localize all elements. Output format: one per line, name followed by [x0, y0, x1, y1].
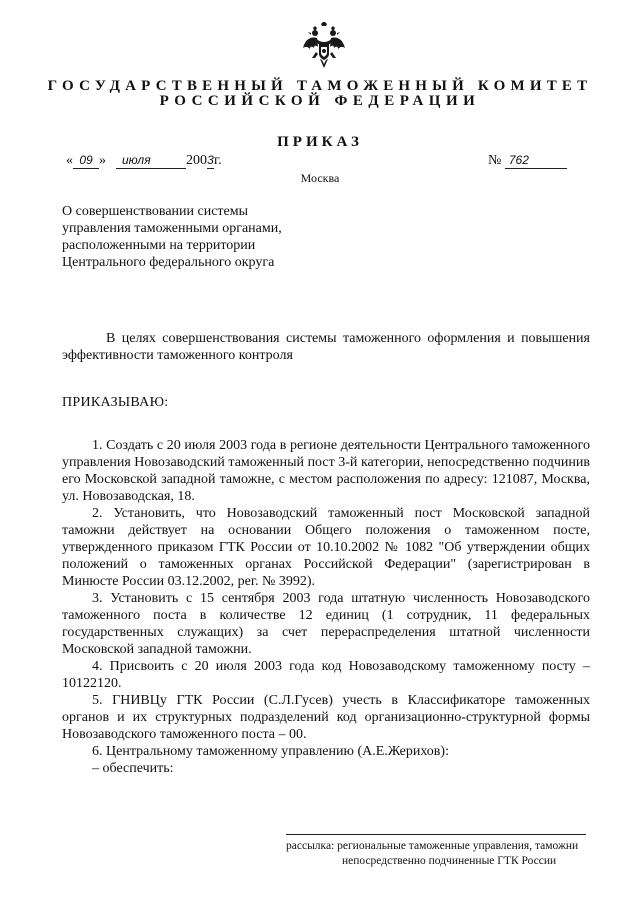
subject-line: управления таможенными органами,	[62, 221, 282, 236]
order-number	[488, 153, 567, 169]
order-number-value: 762	[505, 153, 567, 169]
decree-word: ПРИКАЗЫВАЮ:	[62, 395, 169, 410]
subject-line: О совершенствовании системы	[62, 204, 249, 219]
order-month: июля	[116, 153, 186, 169]
double-headed-eagle-icon	[302, 22, 346, 70]
order-item: – обеспечить:	[92, 761, 174, 776]
order-item: 2. Установить, что Новозаводский таможенный пост Московской западной таможни действует на основании Общего положения о таможенном посте, утвержденного приказом ГТК России от 10.10.2002 № 1082 "Об утверждении общих положений о таможенных органах Российской Федерации" (зарегистрирован в Минюсте России 03.12.2002, рег. № 3992).	[62, 506, 590, 589]
order-year-suffix: г.	[214, 153, 222, 168]
order-number-label: №	[488, 153, 502, 168]
preamble: В целях совершенствования системы таможенного оформления и повышения эффективности таможенного контроля	[62, 331, 590, 363]
order-subject	[62, 203, 282, 271]
order-year-digit: 3	[207, 153, 214, 167]
order-city: Москва	[300, 171, 340, 185]
agency-name-line1: ГОСУДАРСТВЕННЫЙ ТАМОЖЕННЫЙ КОМИТЕТ	[47, 78, 593, 94]
subject-line: расположенными на территории	[62, 238, 256, 253]
agency-name-line2: РОССИЙСКОЙ ФЕДЕРАЦИИ	[159, 93, 481, 109]
order-item: 1. Создать с 20 июля 2003 года в регионе деятельности Центрального таможенного управления Новозаводский таможенный пост 3-й категории, непосредственно подчинив его Московской западной таможне, с местом расположения по адресу: 121087, Москва, ул. Новозаводская, 18.	[62, 438, 590, 504]
order-year-prefix: 200	[186, 153, 207, 168]
order-item: 4. Присвоить с 20 июля 2003 года код Новозаводскому таможенному посту – 10122120.	[62, 659, 590, 691]
order-item: 6. Центральному таможенному управлению (А.Е.Жерихов):	[92, 744, 449, 759]
distribution-note	[286, 834, 586, 869]
distribution-line: рассылка: региональные таможенные управления, таможни	[286, 840, 579, 852]
order-item: 3. Установить с 15 сентября 2003 года штатную численность Новозаводского таможенного поста в количестве 12 единиц (1 сотрудник, 11 федеральных государственных служащих) за счет перераспределения штатной численности Московской западной таможни.	[62, 591, 590, 657]
document-title: ПРИКАЗ	[277, 134, 363, 150]
order-items	[62, 437, 590, 777]
distribution-line: непосредственно подчиненные ГТК России	[342, 855, 557, 867]
order-item: 5. ГНИВЦу ГТК России (С.Л.Гусев) учесть в Классификаторе таможенных органов и их структурных подразделений код организационно-структурной формы Новозаводского таможенного поста – 00.	[62, 693, 590, 742]
subject-line: Центрального федерального округа	[62, 255, 275, 270]
order-day: 09	[73, 153, 99, 169]
order-date: « 09 » июля 2003г.	[66, 153, 222, 168]
